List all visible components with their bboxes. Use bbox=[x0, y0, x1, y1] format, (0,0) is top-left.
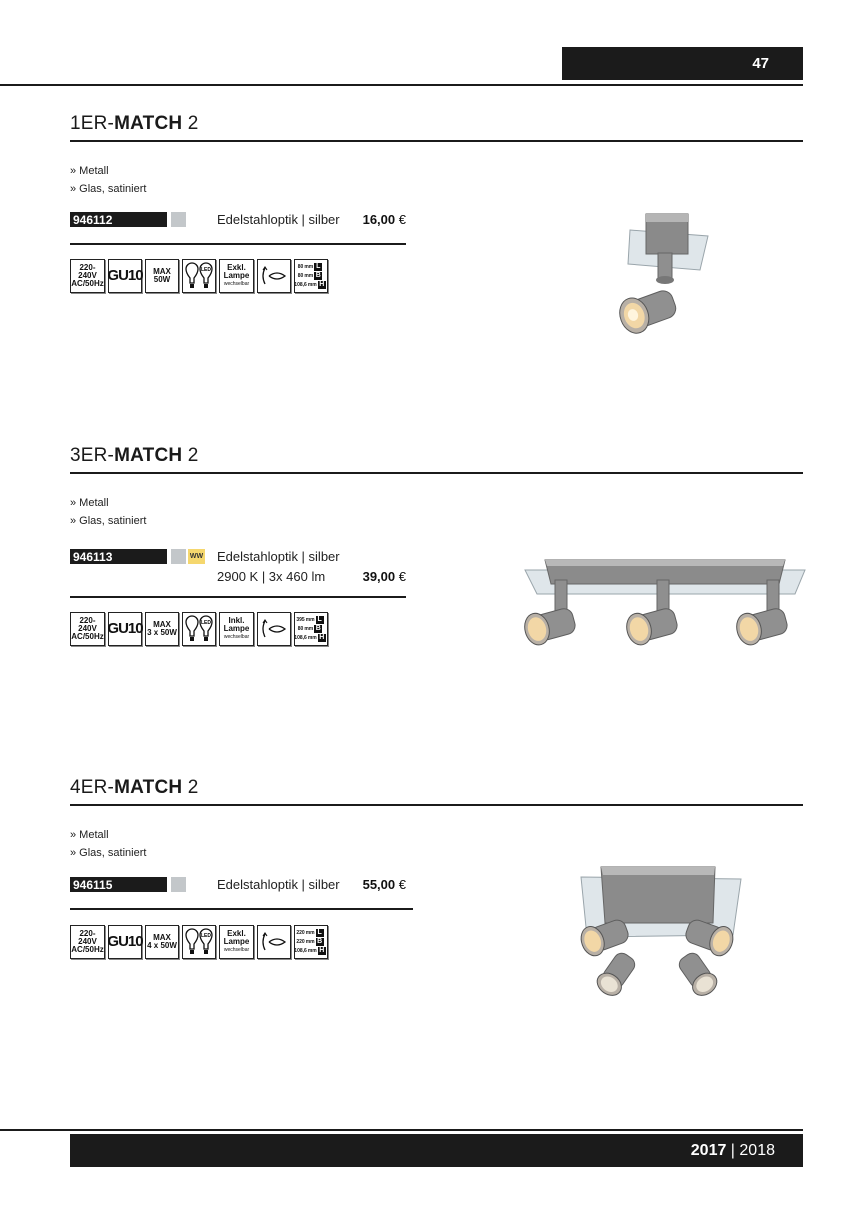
product-description: Edelstahloptik | silber bbox=[217, 877, 340, 892]
title-rule bbox=[70, 804, 803, 806]
info-rule bbox=[70, 243, 406, 245]
dimensions-icon: 80 mm L 80 mm B 108,6 mm H bbox=[294, 259, 328, 293]
info-rule bbox=[70, 596, 406, 598]
feature-item: » Glas, satiniert bbox=[70, 183, 147, 195]
color-swatch bbox=[171, 549, 186, 564]
catalog-year-footer: 2017 | 2018 bbox=[70, 1134, 803, 1167]
spec-icons bbox=[70, 925, 328, 961]
max-wattage-icon: MAX 50W bbox=[145, 259, 179, 293]
color-swatch bbox=[171, 212, 186, 227]
socket-icon: GU10 bbox=[108, 925, 142, 959]
feature-item: » Glas, satiniert bbox=[70, 847, 147, 859]
article-code: 946113 bbox=[70, 549, 167, 564]
product-image-3er bbox=[515, 550, 810, 670]
product-title: 4ER-MATCH 2 bbox=[70, 777, 199, 798]
dimensions-icon: 395 mm L 80 mm B 108,6 mm H bbox=[294, 612, 328, 646]
lamp-included-icon: Exkl. Lampe wechselbar bbox=[219, 925, 254, 959]
title-rule bbox=[70, 140, 803, 142]
product-title: 1ER-MATCH 2 bbox=[70, 113, 199, 134]
header-rule bbox=[0, 84, 803, 86]
price: 39,00 € bbox=[362, 569, 406, 584]
feature-item: » Glas, satiniert bbox=[70, 515, 147, 527]
page-number: 47 bbox=[562, 47, 803, 80]
bulb-led-icon bbox=[182, 612, 216, 646]
info-rule bbox=[70, 908, 413, 910]
product-section-4er bbox=[0, 777, 850, 1097]
article-code: 946112 bbox=[70, 212, 167, 227]
color-swatch bbox=[171, 877, 186, 892]
product-description: Edelstahloptik | silber bbox=[217, 212, 340, 227]
feature-item: » Metall bbox=[70, 497, 109, 509]
bulb-led-icon bbox=[182, 925, 216, 959]
spec-icons bbox=[70, 612, 328, 648]
voltage-icon: 220-240V AC/50Hz bbox=[70, 612, 105, 646]
feature-item: » Metall bbox=[70, 165, 109, 177]
voltage-icon: 220-240V AC/50Hz bbox=[70, 925, 105, 959]
svg-text:LED: LED bbox=[201, 620, 211, 626]
lamp-included-icon: Inkl. Lampe wechselbar bbox=[219, 612, 254, 646]
feature-item: » Metall bbox=[70, 829, 109, 841]
product-section-1er bbox=[0, 113, 850, 433]
socket-icon: GU10 bbox=[108, 259, 142, 293]
article-code: 946115 bbox=[70, 877, 167, 892]
rotate-icon bbox=[257, 925, 291, 959]
svg-text:LED: LED bbox=[201, 267, 211, 273]
lamp-included-icon: Exkl. Lampe wechselbar bbox=[219, 259, 254, 293]
footer-rule bbox=[0, 1129, 803, 1131]
rotate-icon bbox=[257, 259, 291, 293]
product-image-1er bbox=[600, 208, 720, 348]
product-description: Edelstahloptik | silber bbox=[217, 549, 340, 564]
max-wattage-icon: MAX 4 x 50W bbox=[145, 925, 179, 959]
dimensions-icon: 220 mm L 220 mm B 108,6 mm H bbox=[294, 925, 328, 959]
price: 55,00 € bbox=[362, 877, 406, 892]
svg-text:LED: LED bbox=[201, 933, 211, 939]
max-wattage-icon: MAX 3 x 50W bbox=[145, 612, 179, 646]
voltage-icon: 220-240V AC/50Hz bbox=[70, 259, 105, 293]
product-image-4er bbox=[565, 865, 750, 1010]
light-specs: 2900 K | 3x 460 lm bbox=[217, 569, 326, 584]
product-title: 3ER-MATCH 2 bbox=[70, 445, 199, 466]
bulb-led-icon bbox=[182, 259, 216, 293]
title-rule bbox=[70, 472, 803, 474]
socket-icon: GU10 bbox=[108, 612, 142, 646]
product-section-3er bbox=[0, 445, 850, 765]
spec-icons bbox=[70, 259, 328, 295]
price: 16,00 € bbox=[362, 212, 406, 227]
rotate-icon bbox=[257, 612, 291, 646]
warm-white-badge: WW bbox=[188, 549, 205, 564]
